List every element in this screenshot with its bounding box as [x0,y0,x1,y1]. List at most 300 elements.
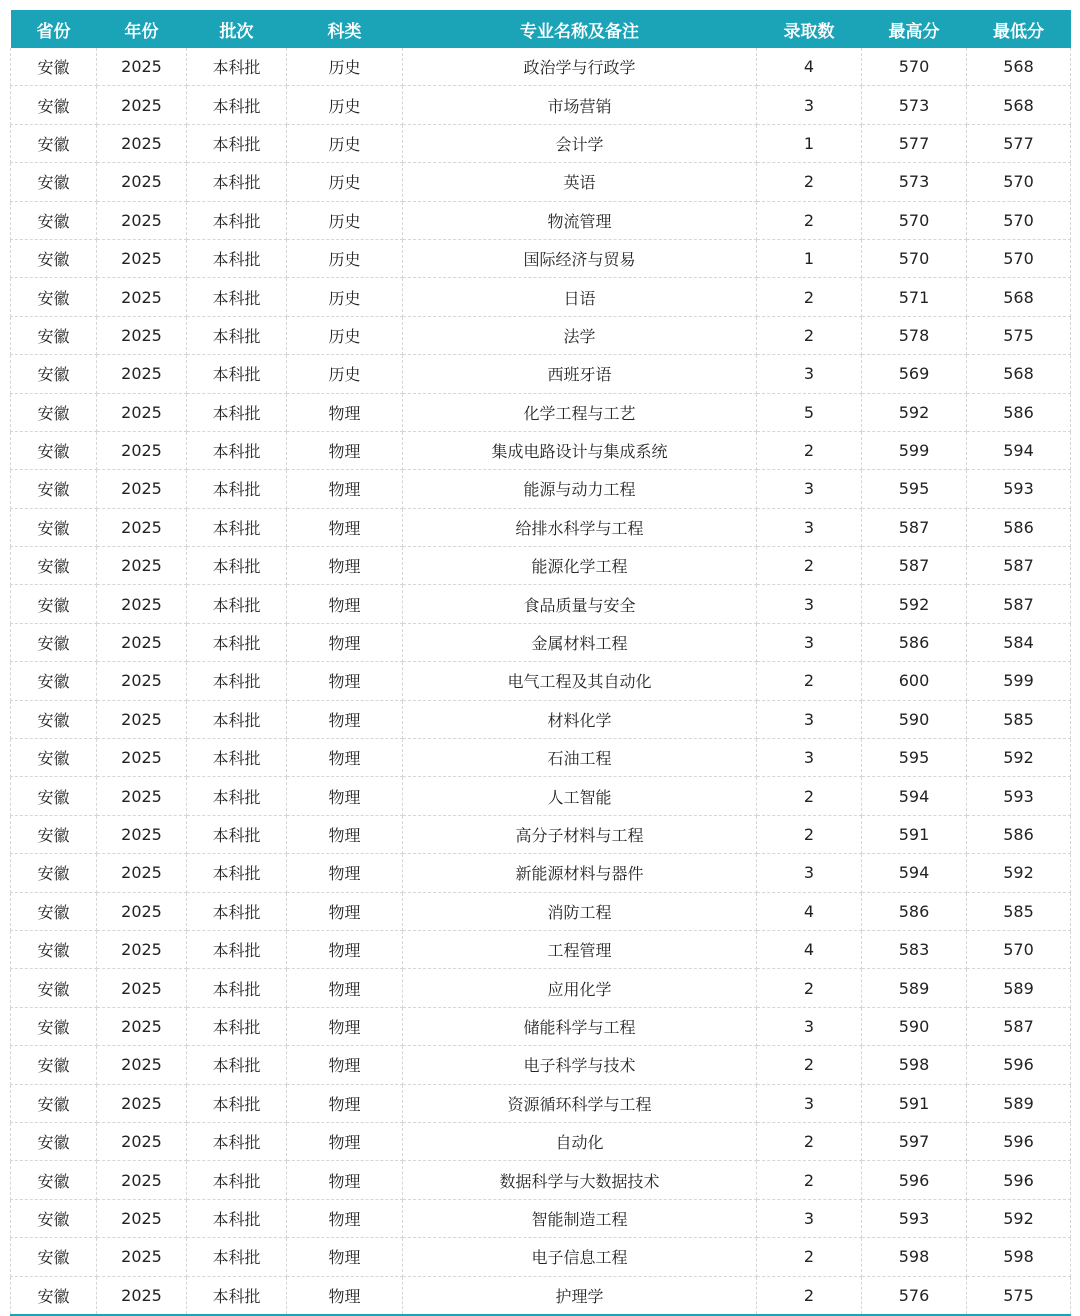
cell-major-name: 电气工程及其自动化 [403,662,757,700]
cell-province: 安徽 [11,278,97,316]
cell-admitted-count: 4 [757,930,862,968]
cell-max-score: 594 [862,777,967,815]
cell-max-score: 600 [862,662,967,700]
cell-admitted-count: 3 [757,854,862,892]
cell-max-score: 592 [862,585,967,623]
cell-major-name: 市场营销 [403,86,757,124]
table-row [11,1276,1071,1315]
cell-subject-type: 物理 [287,777,403,815]
cell-max-score: 590 [862,700,967,738]
cell-major-name: 自动化 [403,1122,757,1160]
cell-min-score: 584 [967,623,1071,661]
table-row [11,431,1071,469]
cell-subject-type: 历史 [287,124,403,162]
table-row [11,1007,1071,1045]
cell-min-score: 592 [967,854,1071,892]
cell-province: 安徽 [11,124,97,162]
cell-admitted-count: 3 [757,1199,862,1237]
cell-admitted-count: 2 [757,201,862,239]
cell-batch: 本科批 [187,355,287,393]
cell-min-score: 587 [967,547,1071,585]
cell-min-score: 587 [967,585,1071,623]
header-year: 年份 [97,10,187,48]
cell-year: 2025 [97,124,187,162]
cell-min-score: 585 [967,700,1071,738]
table-row [11,1084,1071,1122]
cell-year: 2025 [97,662,187,700]
cell-batch: 本科批 [187,547,287,585]
cell-batch: 本科批 [187,86,287,124]
cell-major-name: 食品质量与安全 [403,585,757,623]
cell-major-name: 给排水科学与工程 [403,508,757,546]
cell-major-name: 国际经济与贸易 [403,239,757,277]
table-row [11,1199,1071,1237]
header-max-score: 最高分 [862,10,967,48]
cell-province: 安徽 [11,1238,97,1276]
cell-min-score: 577 [967,124,1071,162]
table-row [11,48,1071,86]
cell-max-score: 573 [862,163,967,201]
cell-major-name: 资源循环科学与工程 [403,1084,757,1122]
cell-subject-type: 物理 [287,739,403,777]
cell-subject-type: 物理 [287,508,403,546]
cell-major-name: 智能制造工程 [403,1199,757,1237]
cell-admitted-count: 4 [757,48,862,86]
cell-batch: 本科批 [187,48,287,86]
cell-batch: 本科批 [187,854,287,892]
cell-province: 安徽 [11,892,97,930]
cell-major-name: 数据科学与大数据技术 [403,1161,757,1199]
cell-province: 安徽 [11,969,97,1007]
cell-year: 2025 [97,163,187,201]
cell-min-score: 570 [967,163,1071,201]
cell-min-score: 570 [967,930,1071,968]
cell-major-name: 金属材料工程 [403,623,757,661]
cell-admitted-count: 3 [757,700,862,738]
cell-admitted-count: 3 [757,86,862,124]
cell-batch: 本科批 [187,1122,287,1160]
cell-batch: 本科批 [187,777,287,815]
table-row [11,585,1071,623]
table-row [11,163,1071,201]
cell-year: 2025 [97,623,187,661]
header-subject-type: 科类 [287,10,403,48]
cell-batch: 本科批 [187,393,287,431]
cell-max-score: 598 [862,1046,967,1084]
cell-admitted-count: 2 [757,278,862,316]
cell-admitted-count: 2 [757,1046,862,1084]
cell-min-score: 589 [967,969,1071,1007]
cell-max-score: 595 [862,470,967,508]
cell-major-name: 石油工程 [403,739,757,777]
cell-batch: 本科批 [187,316,287,354]
cell-subject-type: 物理 [287,1199,403,1237]
cell-major-name: 能源化学工程 [403,547,757,585]
table-row [11,1122,1071,1160]
cell-year: 2025 [97,700,187,738]
cell-province: 安徽 [11,201,97,239]
cell-min-score: 596 [967,1122,1071,1160]
cell-batch: 本科批 [187,585,287,623]
cell-max-score: 587 [862,508,967,546]
cell-subject-type: 物理 [287,700,403,738]
cell-subject-type: 历史 [287,278,403,316]
cell-major-name: 电子科学与技术 [403,1046,757,1084]
cell-min-score: 586 [967,815,1071,853]
cell-subject-type: 物理 [287,1122,403,1160]
cell-batch: 本科批 [187,163,287,201]
cell-admitted-count: 2 [757,431,862,469]
cell-batch: 本科批 [187,930,287,968]
table-row [11,892,1071,930]
cell-subject-type: 物理 [287,547,403,585]
cell-batch: 本科批 [187,239,287,277]
cell-admitted-count: 3 [757,1084,862,1122]
cell-batch: 本科批 [187,201,287,239]
cell-max-score: 583 [862,930,967,968]
table-row [11,239,1071,277]
cell-max-score: 586 [862,623,967,661]
cell-subject-type: 物理 [287,969,403,1007]
cell-batch: 本科批 [187,1084,287,1122]
cell-min-score: 586 [967,393,1071,431]
cell-admitted-count: 2 [757,1276,862,1315]
cell-max-score: 599 [862,431,967,469]
cell-min-score: 568 [967,355,1071,393]
cell-min-score: 593 [967,470,1071,508]
cell-year: 2025 [97,86,187,124]
cell-batch: 本科批 [187,278,287,316]
cell-min-score: 594 [967,431,1071,469]
table-header [11,10,1071,48]
cell-year: 2025 [97,1276,187,1315]
cell-major-name: 护理学 [403,1276,757,1315]
cell-max-score: 576 [862,1276,967,1315]
cell-min-score: 570 [967,239,1071,277]
cell-major-name: 政治学与行政学 [403,48,757,86]
table-row [11,124,1071,162]
cell-province: 安徽 [11,431,97,469]
cell-major-name: 应用化学 [403,969,757,1007]
cell-major-name: 法学 [403,316,757,354]
cell-min-score: 596 [967,1046,1071,1084]
cell-province: 安徽 [11,1276,97,1315]
cell-subject-type: 物理 [287,623,403,661]
cell-max-score: 590 [862,1007,967,1045]
cell-province: 安徽 [11,1084,97,1122]
cell-subject-type: 物理 [287,393,403,431]
cell-batch: 本科批 [187,124,287,162]
cell-province: 安徽 [11,1046,97,1084]
cell-admitted-count: 2 [757,1161,862,1199]
cell-max-score: 569 [862,355,967,393]
cell-admitted-count: 3 [757,585,862,623]
cell-major-name: 电子信息工程 [403,1238,757,1276]
cell-major-name: 工程管理 [403,930,757,968]
cell-min-score: 589 [967,1084,1071,1122]
cell-year: 2025 [97,1007,187,1045]
cell-major-name: 消防工程 [403,892,757,930]
cell-admitted-count: 2 [757,662,862,700]
cell-year: 2025 [97,777,187,815]
cell-batch: 本科批 [187,431,287,469]
cell-province: 安徽 [11,777,97,815]
table-row [11,1161,1071,1199]
cell-province: 安徽 [11,1161,97,1199]
cell-admitted-count: 3 [757,470,862,508]
cell-subject-type: 历史 [287,201,403,239]
cell-province: 安徽 [11,1122,97,1160]
cell-max-score: 589 [862,969,967,1007]
cell-year: 2025 [97,969,187,1007]
cell-major-name: 西班牙语 [403,355,757,393]
cell-major-name: 能源与动力工程 [403,470,757,508]
cell-min-score: 575 [967,316,1071,354]
table-row [11,86,1071,124]
cell-subject-type: 历史 [287,163,403,201]
cell-year: 2025 [97,892,187,930]
cell-admitted-count: 2 [757,547,862,585]
cell-year: 2025 [97,739,187,777]
table-row [11,278,1071,316]
cell-max-score: 593 [862,1199,967,1237]
cell-admitted-count: 2 [757,969,862,1007]
cell-year: 2025 [97,815,187,853]
cell-major-name: 高分子材料与工程 [403,815,757,853]
cell-max-score: 595 [862,739,967,777]
table-row [11,316,1071,354]
table-row [11,1046,1071,1084]
table-row [11,930,1071,968]
cell-province: 安徽 [11,316,97,354]
cell-subject-type: 物理 [287,585,403,623]
cell-max-score: 577 [862,124,967,162]
cell-max-score: 592 [862,393,967,431]
cell-year: 2025 [97,239,187,277]
admission-score-table [10,10,1071,1316]
cell-subject-type: 物理 [287,854,403,892]
cell-max-score: 570 [862,239,967,277]
cell-major-name: 物流管理 [403,201,757,239]
cell-max-score: 570 [862,48,967,86]
cell-max-score: 591 [862,1084,967,1122]
cell-batch: 本科批 [187,470,287,508]
cell-min-score: 593 [967,777,1071,815]
cell-batch: 本科批 [187,1161,287,1199]
cell-major-name: 英语 [403,163,757,201]
cell-admitted-count: 4 [757,892,862,930]
cell-min-score: 598 [967,1238,1071,1276]
cell-max-score: 573 [862,86,967,124]
cell-province: 安徽 [11,86,97,124]
cell-province: 安徽 [11,239,97,277]
cell-min-score: 587 [967,1007,1071,1045]
cell-major-name: 日语 [403,278,757,316]
table-row [11,470,1071,508]
cell-admitted-count: 3 [757,508,862,546]
cell-batch: 本科批 [187,739,287,777]
cell-year: 2025 [97,930,187,968]
cell-max-score: 597 [862,1122,967,1160]
table-row [11,1238,1071,1276]
cell-province: 安徽 [11,854,97,892]
cell-admitted-count: 3 [757,355,862,393]
cell-year: 2025 [97,547,187,585]
cell-major-name: 储能科学与工程 [403,1007,757,1045]
cell-year: 2025 [97,585,187,623]
cell-admitted-count: 1 [757,124,862,162]
cell-province: 安徽 [11,355,97,393]
admission-score-table-container [10,10,1070,1316]
cell-year: 2025 [97,1161,187,1199]
cell-min-score: 585 [967,892,1071,930]
cell-subject-type: 物理 [287,1084,403,1122]
cell-admitted-count: 2 [757,1122,862,1160]
cell-province: 安徽 [11,393,97,431]
table-row [11,739,1071,777]
cell-subject-type: 物理 [287,662,403,700]
header-major-name: 专业名称及备注 [403,10,757,48]
cell-max-score: 578 [862,316,967,354]
table-row [11,623,1071,661]
cell-batch: 本科批 [187,662,287,700]
cell-subject-type: 历史 [287,48,403,86]
cell-year: 2025 [97,1238,187,1276]
cell-subject-type: 物理 [287,1046,403,1084]
cell-batch: 本科批 [187,815,287,853]
cell-province: 安徽 [11,1007,97,1045]
cell-year: 2025 [97,854,187,892]
cell-max-score: 594 [862,854,967,892]
cell-admitted-count: 3 [757,739,862,777]
cell-province: 安徽 [11,585,97,623]
cell-subject-type: 历史 [287,316,403,354]
cell-province: 安徽 [11,1199,97,1237]
cell-major-name: 化学工程与工艺 [403,393,757,431]
table-row [11,508,1071,546]
cell-province: 安徽 [11,930,97,968]
cell-max-score: 591 [862,815,967,853]
cell-max-score: 598 [862,1238,967,1276]
cell-admitted-count: 2 [757,316,862,354]
table-row [11,662,1071,700]
cell-major-name: 新能源材料与器件 [403,854,757,892]
cell-max-score: 586 [862,892,967,930]
cell-year: 2025 [97,1046,187,1084]
cell-year: 2025 [97,1084,187,1122]
cell-max-score: 571 [862,278,967,316]
cell-batch: 本科批 [187,623,287,661]
cell-batch: 本科批 [187,1238,287,1276]
cell-year: 2025 [97,431,187,469]
cell-subject-type: 物理 [287,1007,403,1045]
cell-year: 2025 [97,316,187,354]
cell-province: 安徽 [11,508,97,546]
cell-major-name: 集成电路设计与集成系统 [403,431,757,469]
cell-subject-type: 物理 [287,892,403,930]
cell-province: 安徽 [11,48,97,86]
cell-province: 安徽 [11,547,97,585]
header-province: 省份 [11,10,97,48]
cell-admitted-count: 2 [757,777,862,815]
cell-min-score: 596 [967,1161,1071,1199]
header-admitted-count: 录取数 [757,10,862,48]
cell-year: 2025 [97,1199,187,1237]
cell-subject-type: 历史 [287,355,403,393]
cell-batch: 本科批 [187,1199,287,1237]
cell-year: 2025 [97,278,187,316]
cell-subject-type: 物理 [287,930,403,968]
cell-year: 2025 [97,508,187,546]
cell-major-name: 材料化学 [403,700,757,738]
cell-admitted-count: 1 [757,239,862,277]
table-row [11,355,1071,393]
cell-min-score: 592 [967,1199,1071,1237]
cell-batch: 本科批 [187,508,287,546]
cell-admitted-count: 2 [757,815,862,853]
cell-year: 2025 [97,201,187,239]
cell-year: 2025 [97,393,187,431]
table-row [11,854,1071,892]
cell-min-score: 575 [967,1276,1071,1315]
cell-province: 安徽 [11,623,97,661]
cell-province: 安徽 [11,700,97,738]
cell-batch: 本科批 [187,892,287,930]
cell-province: 安徽 [11,815,97,853]
header-min-score: 最低分 [967,10,1071,48]
table-row [11,393,1071,431]
header-row [11,10,1071,48]
cell-subject-type: 物理 [287,815,403,853]
cell-max-score: 596 [862,1161,967,1199]
cell-subject-type: 物理 [287,470,403,508]
cell-batch: 本科批 [187,1046,287,1084]
cell-major-name: 会计学 [403,124,757,162]
cell-subject-type: 物理 [287,1238,403,1276]
table-row [11,201,1071,239]
cell-year: 2025 [97,48,187,86]
cell-subject-type: 物理 [287,1161,403,1199]
cell-year: 2025 [97,470,187,508]
cell-min-score: 586 [967,508,1071,546]
cell-admitted-count: 3 [757,1007,862,1045]
cell-major-name: 人工智能 [403,777,757,815]
table-row [11,815,1071,853]
cell-admitted-count: 5 [757,393,862,431]
cell-province: 安徽 [11,739,97,777]
cell-batch: 本科批 [187,700,287,738]
cell-subject-type: 物理 [287,431,403,469]
cell-subject-type: 历史 [287,86,403,124]
table-row [11,777,1071,815]
cell-batch: 本科批 [187,1007,287,1045]
cell-min-score: 568 [967,48,1071,86]
cell-min-score: 599 [967,662,1071,700]
cell-province: 安徽 [11,662,97,700]
cell-batch: 本科批 [187,1276,287,1315]
cell-max-score: 570 [862,201,967,239]
table-row [11,547,1071,585]
cell-admitted-count: 2 [757,163,862,201]
table-row [11,969,1071,1007]
cell-subject-type: 历史 [287,239,403,277]
cell-admitted-count: 3 [757,623,862,661]
cell-min-score: 592 [967,739,1071,777]
cell-province: 安徽 [11,163,97,201]
table-row [11,700,1071,738]
cell-max-score: 587 [862,547,967,585]
header-batch: 批次 [187,10,287,48]
